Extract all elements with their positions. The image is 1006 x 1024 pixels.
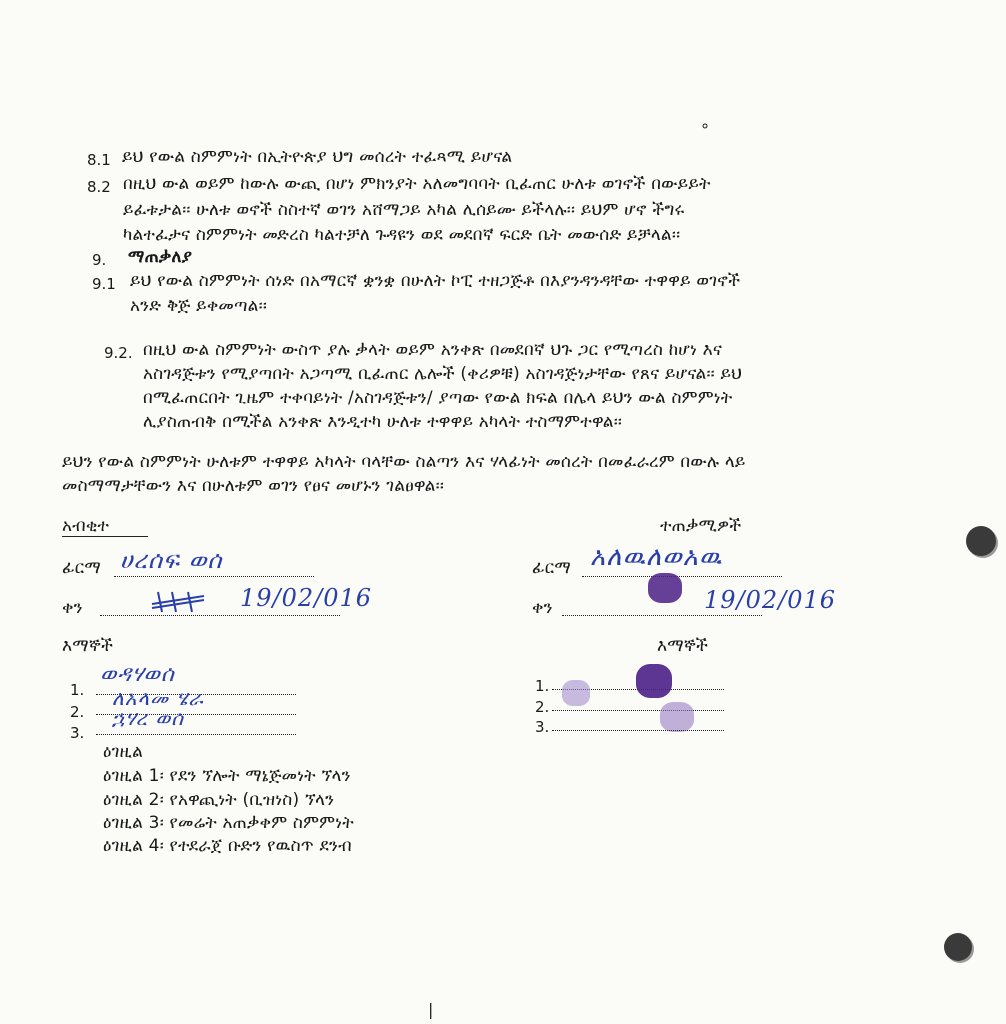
attachment-item: ዕገዚል 3፡ የመሬት አጠቃቀም ስምምነት bbox=[103, 813, 354, 833]
stray-mark: | bbox=[428, 1000, 434, 1019]
signature-label: ፊርማ bbox=[62, 558, 101, 578]
stray-mark: ∘ bbox=[700, 116, 711, 135]
witness-number: 1. bbox=[535, 677, 550, 695]
clause-number: 8.2 bbox=[87, 178, 111, 196]
closing-text: መስማማታቸውን እና በሁለቱም ወገን የፀና መሆኑን ገልፀዋል፡፡ bbox=[62, 476, 445, 496]
signature-line bbox=[582, 576, 782, 577]
clause-number: 9.2. bbox=[104, 344, 133, 362]
attachment-item: ዕገዚል 4፡ የተደራጀ ቡድን የዉስጥ ደንብ bbox=[103, 836, 352, 856]
clause-text: ይህ የውል ስምምነት ሰነድ በአማርኛ ቋንቋ በሁለት ኮፒ ተዘጋጅቶ በእያንዳንዳቸው ተዋዋይ ወገኖች bbox=[130, 271, 741, 291]
witness-number: 1. bbox=[70, 681, 85, 699]
witness-number: 2. bbox=[535, 698, 550, 716]
witness-signature: ወዳሃወሰ bbox=[100, 662, 175, 687]
witness-line bbox=[552, 730, 724, 731]
fingerprint-stamp bbox=[660, 702, 694, 732]
punch-hole bbox=[966, 526, 996, 556]
attachments-title: ዕገዚል bbox=[103, 742, 144, 762]
witnesses-label: እማኞች bbox=[62, 636, 114, 656]
clause-text: በዚህ ውል ስምምነት ውስጥ ያሉ ቃላት ወይም አንቀጽ በመደበኛ ህጉ ጋር የሚጣረስ ከሆነ እና bbox=[143, 340, 723, 360]
handwritten-date: 19/02/016 bbox=[704, 586, 837, 614]
handwritten-signature: ሀረሰፍ ወሰ bbox=[120, 546, 223, 574]
date-label: ቀን bbox=[532, 598, 553, 618]
fingerprint-stamp bbox=[636, 664, 672, 698]
handwritten-date: 19/02/016 bbox=[240, 584, 373, 612]
date-label: ቀን bbox=[62, 598, 83, 618]
punch-hole bbox=[944, 933, 972, 961]
clause-text: አስገዳጅቱን የሚያጣበት አጋጣሚ ቢፈጠር ሌሎች (ቀሪዎቹ) አስገዳጅነታቸው የጸና ይሆናል፡፡ ይህ bbox=[143, 364, 743, 384]
section-heading: ማጠቃለያ bbox=[128, 247, 193, 267]
closing-text: ይህን የውል ስምምነት ሁለቱም ተዋዋይ አካላት ባላቸው ስልጣን እና ሃላፊነት መሰረት በመፈራረም በውሉ ላይ bbox=[62, 452, 746, 472]
signature-label: ፊርማ bbox=[532, 558, 571, 578]
clause-text: አንድ ቅጅ ይቀመጣል፡፡ bbox=[130, 296, 268, 316]
date-line bbox=[100, 615, 340, 616]
witness-line bbox=[96, 734, 296, 735]
handwritten-signature: አለዉለወአዉ bbox=[590, 542, 723, 572]
clause-number: 8.1 bbox=[87, 151, 111, 169]
clause-text: በዚህ ውል ወይም ከውሉ ውጪ በሆነ ምክንያት አለመግባባት ቢፈጠር ሁለቱ ወገኖች በውይይት bbox=[123, 174, 711, 194]
clause-text: ይፈቱታል፡፡ ሁለቱ ወኖች ስስተኛ ወገን አሸማጋይ አካል ሊሰይሙ ይችላሉ፡፡ ይህም ሆኖ ችግሩ bbox=[123, 200, 685, 220]
witness-line bbox=[552, 710, 724, 711]
clause-number: 9.1 bbox=[92, 275, 116, 293]
date-line bbox=[562, 615, 762, 616]
witness-number: 3. bbox=[535, 718, 550, 736]
party-title: አብቂተ bbox=[62, 516, 110, 536]
clause-text: በሚፈጠርበት ጊዜም ተቀባይነት /አስገዳጅቱን/ ያጣው የውል ክፍል በሌላ ይህን ውል ስምምነት bbox=[143, 388, 733, 408]
party-title: ተጠቃሚዎች bbox=[660, 516, 742, 536]
attachment-item: ዕገዚል 1፡ የደን ኘሎት ማኔጅመነት ኘላን bbox=[103, 766, 351, 786]
witness-number: 2. bbox=[70, 703, 85, 721]
fingerprint-stamp bbox=[648, 573, 682, 603]
clause-text: ይህ የውል ስምምነት በኢትዮጵያ ህግ መሰረት ተፈጻሚ ይሆናል bbox=[122, 147, 513, 167]
attachment-item: ዕገዚል 2፡ የአዋጪነት (ቢዝነስ) ኘላን bbox=[103, 790, 335, 810]
signature-line bbox=[114, 576, 314, 577]
witness-signature: ኋሃረ ወሰ bbox=[112, 706, 184, 730]
witnesses-label: እማኞች bbox=[657, 636, 709, 656]
witness-signature: ለአላመ ሄራ bbox=[112, 686, 204, 710]
clause-text: ሊያስጠብቅ በሚችል አንቀጽ እንዲተካ ሁለቱ ተዋዋይ አካላት ተስማምተዋል፡፡ bbox=[143, 412, 623, 432]
witness-number: 3. bbox=[70, 724, 85, 742]
title-underline bbox=[62, 536, 148, 537]
fingerprint-stamp bbox=[562, 680, 590, 706]
clause-text: ካልተፈታና ስምምነት መድረስ ካልተቻለ ጉዳዩን ወደ መደበኛ ፍርድ ቤት መውሰድ ይቻላል፡፡ bbox=[123, 225, 681, 245]
strikeout-scribble bbox=[148, 588, 208, 614]
clause-number: 9. bbox=[92, 251, 107, 269]
